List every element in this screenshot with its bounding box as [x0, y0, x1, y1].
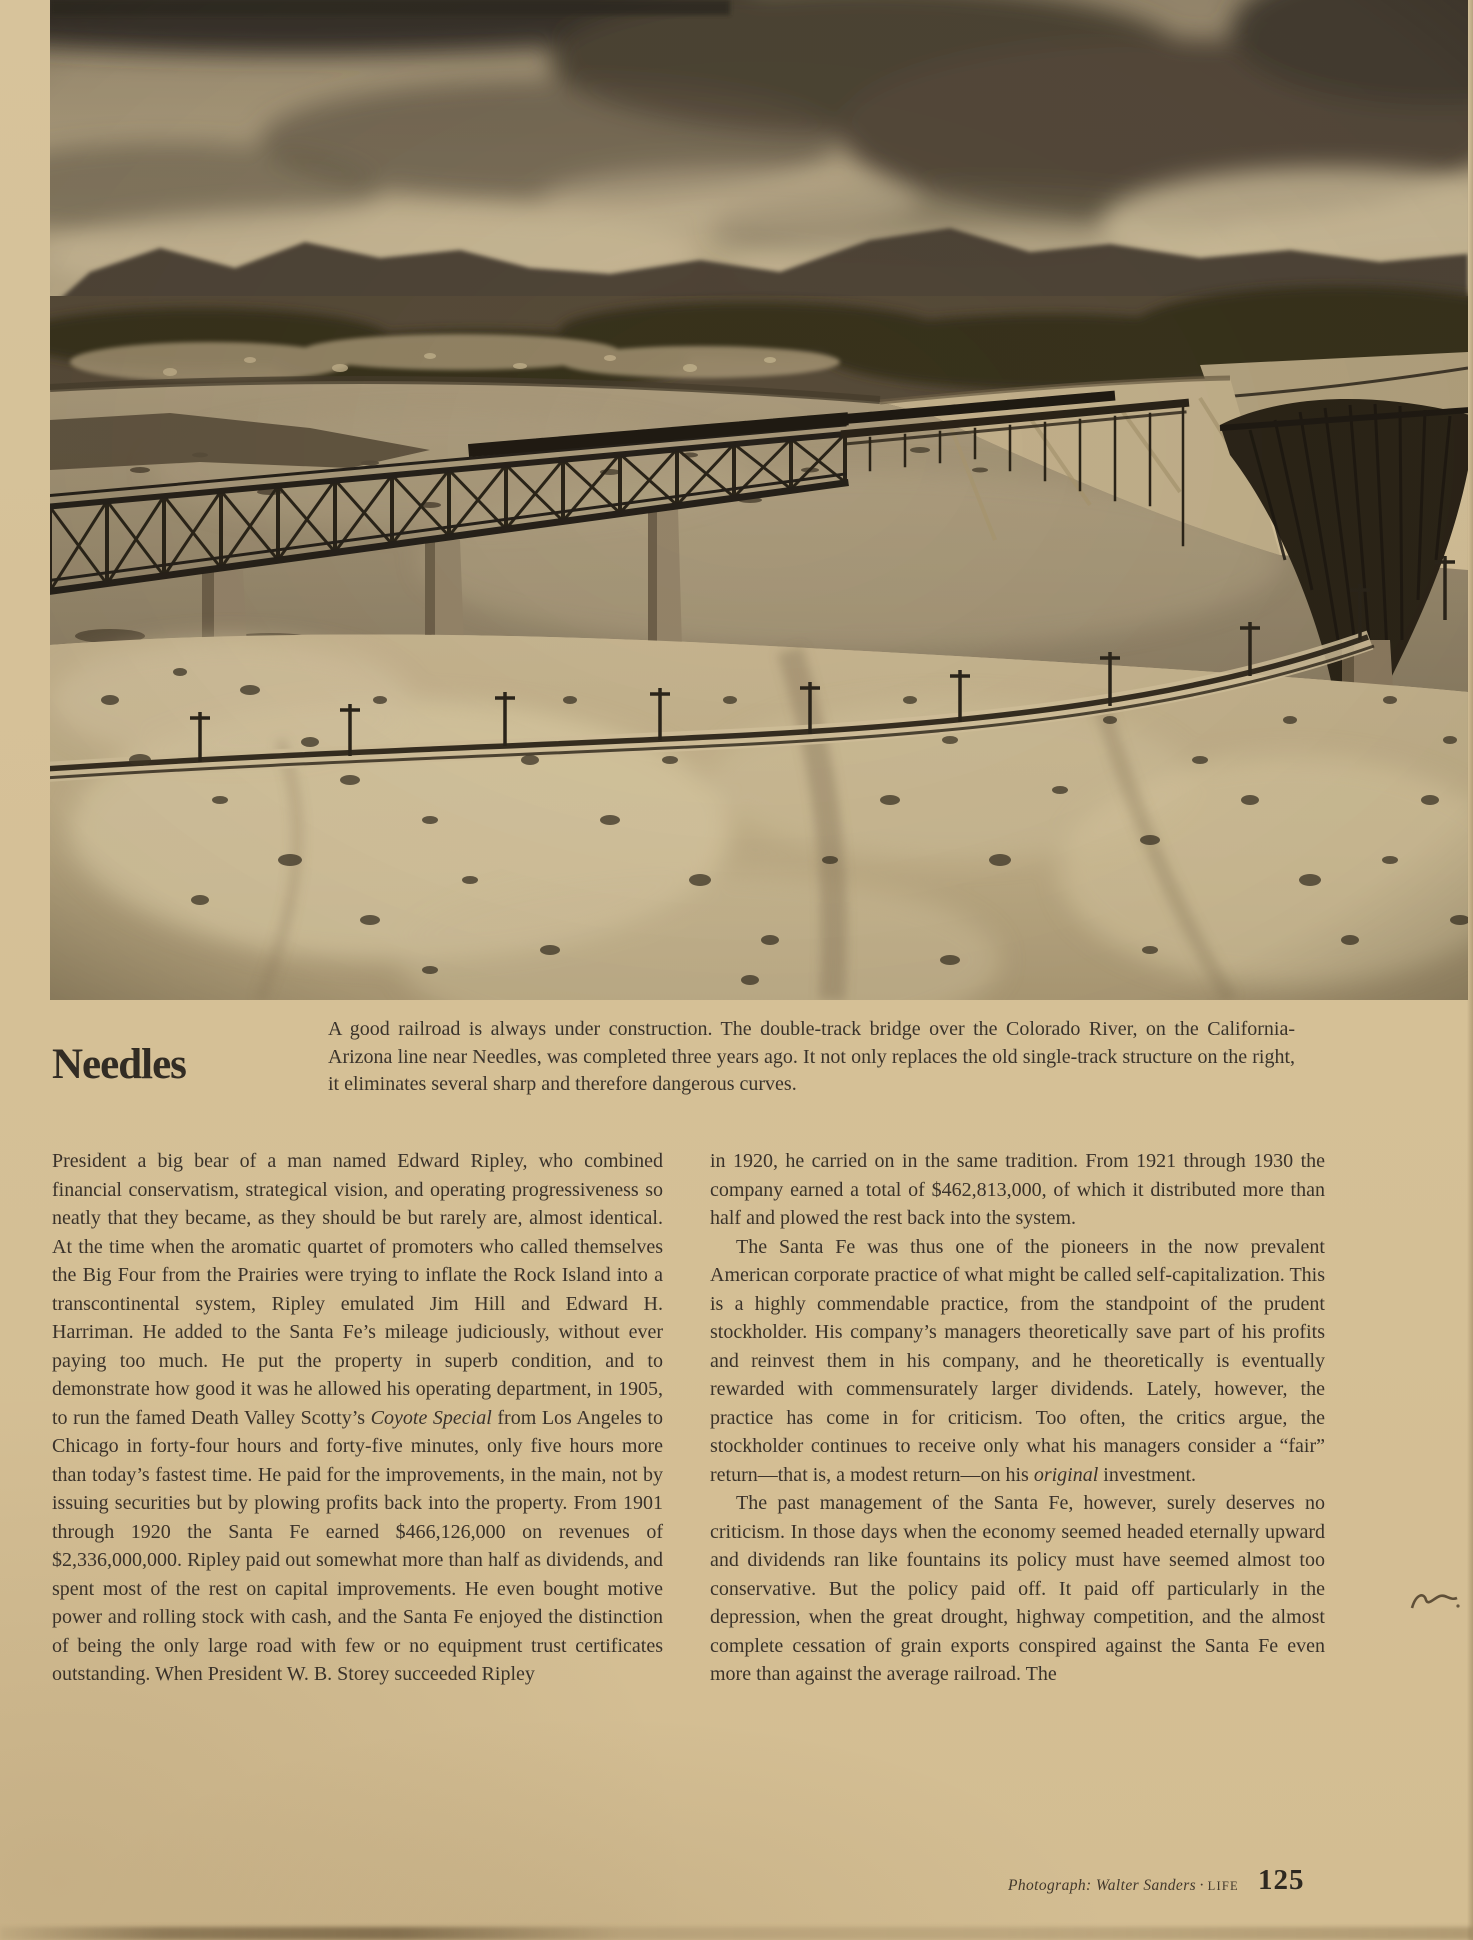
- photo-credit-label: Photograph: Walter Sanders: [1008, 1877, 1197, 1894]
- page-edge-shadow: [0, 1927, 1473, 1940]
- body-column-left: [52, 1147, 663, 1689]
- body-column-right: [710, 1147, 1325, 1689]
- body-paragraph: President a big bear of a man named Edward Ripley, who combined financial conservatism, strategical vision, and operating progressiveness so neatly that they became, as they should be but rarely are, almost identical. At the time when the aromatic quartet of promoters who called themselves the Big Four from the Prairies were trying to inflate the Rock Island into a transcontinental system, Ripley emulated Jim Hill and Edward H. Harriman. He added to the Santa Fe’s mileage judiciously, without ever paying too much. He put the property in superb condition, and to demonstrate how good it was he allowed his operating department, in 1905, to run the famed Death Valley Scotty’s Coyote Special from Los Angeles to Chicago in forty-four hours and forty-five minutes, only five hours more than today’s fastest time. He paid for the improvements, in the main, not by issuing securities but by plowing profits back into the property. From 1901 through 1920 the Santa Fe earned $466,126,000 on revenues of $2,336,000,000. Ripley paid out somewhat more than half as dividends, and spent most of the rest on capital improvements. He even bought motive power and rolling stock with cash, and the Santa Fe enjoyed the distinction of being the only large road with few or no equipment trust certificates outstanding. When President W. B. Storey succeeded Ripley: [52, 1150, 663, 1685]
- photo-vignette: [50, 0, 1468, 1000]
- page-right-edge: [1467, 0, 1473, 1940]
- credit-separator: ·: [1199, 1877, 1205, 1894]
- photo-caption: A good railroad is always under construction. The double-track bridge over the Colorado River, on the California-Arizona line near Needles, was completed three years ago. It not only replaces the old single-track structure on the right, it eliminates several sharp and therefore dangerous curves.: [328, 1018, 1295, 1095]
- credit-magazine: LIFE: [1207, 1879, 1239, 1893]
- ink-mark: [1406, 1584, 1466, 1624]
- headline: Needles: [52, 1041, 186, 1088]
- photo-credit: [1008, 1877, 1239, 1895]
- body-paragraph: in 1920, he carried on in the same tradition. From 1921 through 1930 the company earned a total of $462,813,000, of which it distributed more than half and plowed the rest back into the system.: [710, 1150, 1325, 1229]
- page-number: 125: [1258, 1864, 1305, 1896]
- bridge-photo-art: [50, 0, 1468, 1000]
- bridge-photo: [50, 0, 1468, 1000]
- body-paragraph: The Santa Fe was thus one of the pioneers in the now prevalent American corporate practice of what might be called self-capitalization. This is a highly commendable practice, from the standpoint of the prudent stockholder. His company’s managers theoretically save part of his profits and reinvest them in his company, and he theoretically is eventually rewarded with commensurately larger dividends. Lately, however, the practice has come in for criticism. Too often, the critics argue, the stockholder continues to receive only what his managers consider a “fair” return—that is, a modest return—on his original investment.: [710, 1235, 1325, 1486]
- body-paragraph: The past management of the Santa Fe, however, surely deserves no criticism. In those days when the economy seemed headed eternally upward and dividends ran like fountains its policy must have seemed almost too conservative. But the policy paid off. It paid off particularly in the depression, when the great drought, highway competition, and the almost complete cessation of grain exports conspired against the Santa Fe even more than against the average railroad. The: [710, 1492, 1325, 1685]
